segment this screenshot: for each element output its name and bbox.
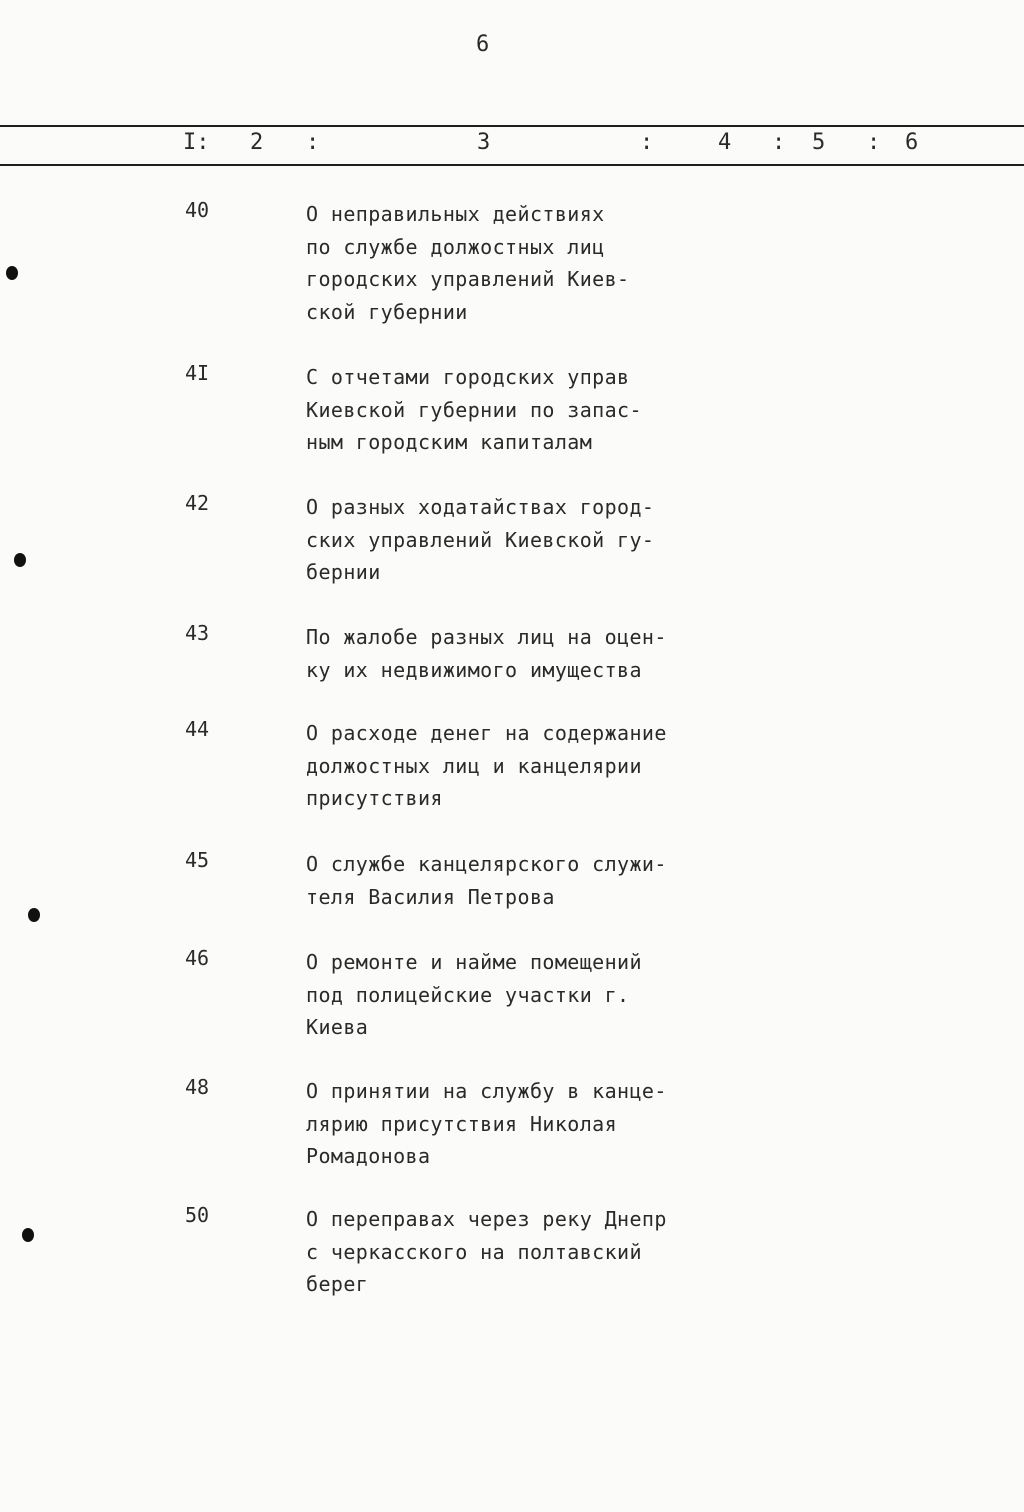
punch-hole-mark — [14, 553, 26, 567]
entry-title-line: ку их недвижимого имущества — [306, 657, 642, 682]
header-top-rule — [0, 125, 1024, 127]
header-col-2: 2 — [250, 130, 264, 155]
header-sep: : — [772, 130, 786, 155]
header-col-6: 6 — [905, 130, 919, 155]
header-bottom-rule — [0, 164, 1024, 166]
entry-title-line: По жалобе разных лиц на оцен- — [306, 625, 667, 649]
entry-title-line: О расходе денег на содержание — [306, 721, 667, 745]
entry-title-line: С отчетами городских управ — [306, 365, 630, 389]
entry-title — [306, 717, 667, 815]
entry-title-line: берег — [306, 1272, 369, 1296]
entry-title-line: ских управлений Киевской гу- — [306, 527, 655, 552]
entry-title-line: Киева — [306, 1015, 369, 1039]
entry-title — [306, 1203, 667, 1301]
header-col-4: 4 — [718, 130, 732, 155]
entry-title-line: по службе должостных лиц — [306, 234, 605, 259]
entry-title-line: О неправильных действиях — [306, 202, 605, 226]
entry-title-line: О принятии на службу в канце- — [306, 1079, 667, 1103]
entry-title-line: ской губернии — [306, 299, 468, 324]
header-col-1: I: — [183, 130, 210, 155]
header-sep: : — [867, 130, 881, 155]
entry-title-line: городских управлений Киев- — [306, 267, 630, 291]
entry-title-line: Ромадонова — [306, 1144, 431, 1168]
header-sep: : — [306, 130, 320, 155]
entry-title-line: ным городским капиталам — [306, 430, 593, 454]
entry-number: 40 — [185, 198, 210, 222]
entry-title — [306, 946, 642, 1044]
header-col-5: 5 — [812, 130, 826, 155]
punch-hole-mark — [28, 908, 40, 922]
entry-number: 45 — [185, 848, 210, 872]
entry-title-line: присутствия — [306, 786, 443, 810]
punch-hole-mark — [22, 1228, 34, 1242]
entry-number: 43 — [185, 621, 210, 645]
entry-title — [306, 491, 654, 589]
punch-hole-mark — [6, 266, 18, 280]
entry-title — [306, 361, 642, 459]
entry-title-line: О разных ходатайствах город- — [306, 495, 655, 519]
entry-title-line: О ремонте и найме помещений — [306, 950, 642, 974]
entry-title-line: лярию присутствия Николая — [306, 1111, 618, 1136]
entry-title — [306, 848, 667, 913]
entry-number: 48 — [185, 1075, 210, 1099]
header-sep: : — [640, 130, 654, 155]
entry-title — [306, 1075, 667, 1173]
entry-number: 50 — [185, 1203, 210, 1227]
entry-title-line: Киевской губернии по запас- — [306, 397, 642, 422]
entry-title-line: должостных лиц и канцелярии — [306, 753, 642, 778]
entry-title-line: теля Василия Петрова — [306, 884, 555, 909]
entry-number: 46 — [185, 946, 210, 970]
entry-number: 42 — [185, 491, 210, 515]
entry-title — [306, 621, 667, 686]
entry-title-line: О службе канцелярского служи- — [306, 852, 667, 876]
entry-number: 44 — [185, 717, 210, 741]
entry-title-line: бернии — [306, 560, 381, 584]
entry-title-line: под полицейские участки г. — [306, 982, 630, 1007]
header-col-3: 3 — [477, 130, 491, 155]
entry-number: 4I — [185, 361, 210, 385]
entry-title-line: О переправах через реку Днепр — [306, 1207, 667, 1231]
entry-title — [306, 198, 629, 328]
entry-title-line: с черкасского на полтавский — [306, 1239, 642, 1264]
page-number: 6 — [476, 32, 490, 57]
